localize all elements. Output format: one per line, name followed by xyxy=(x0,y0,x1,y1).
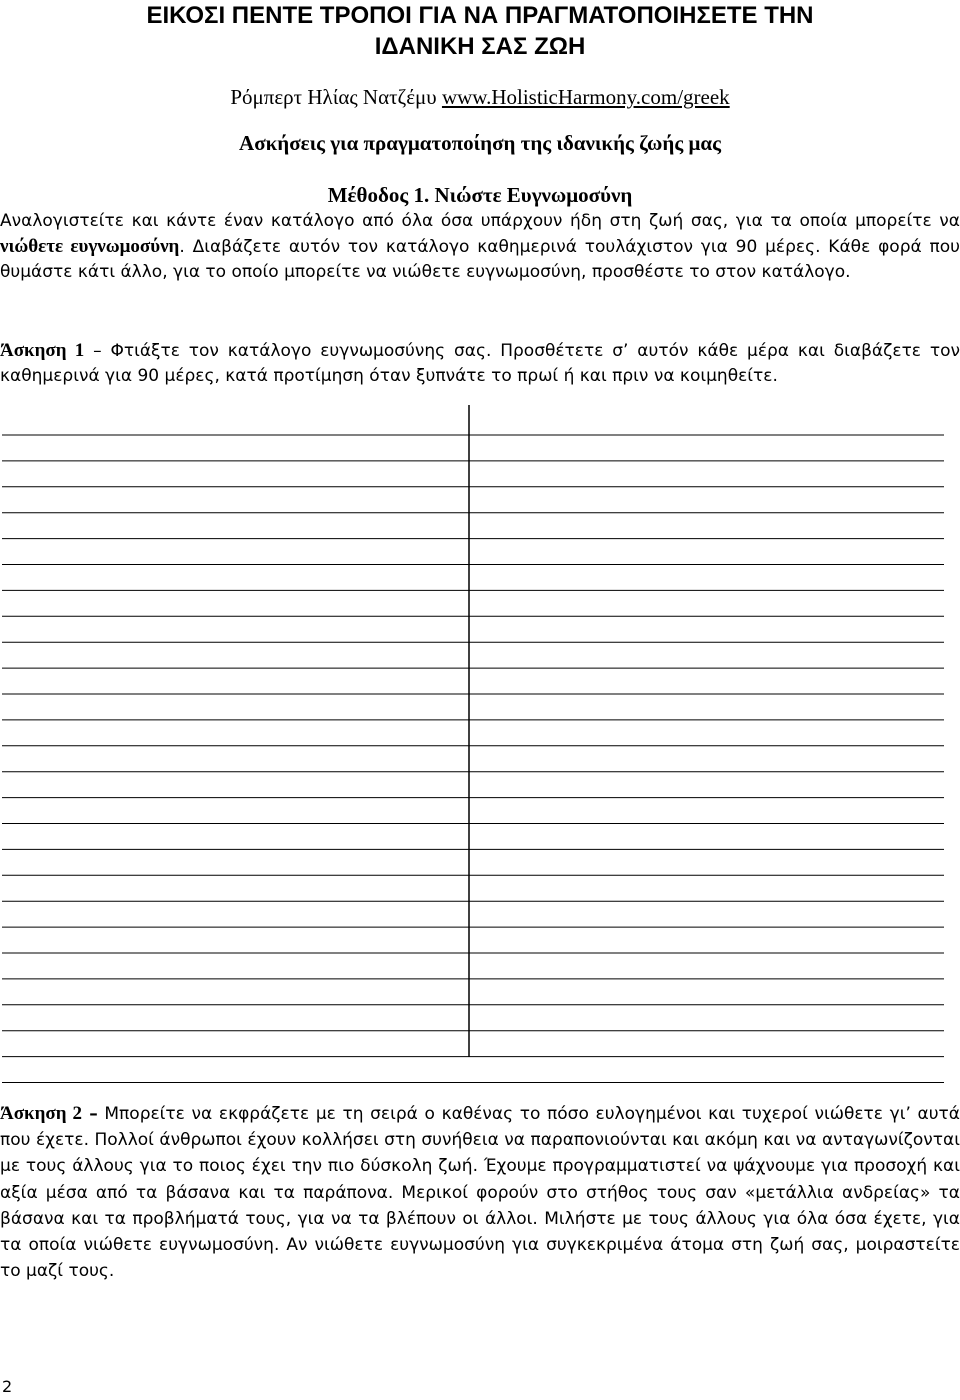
author-name: Ρόμπερτ Ηλίας Νατζέμυ xyxy=(230,85,437,109)
exercise-2-text: Μπορείτε να εκφράζετε με τη σειρά ο καθένας το πόσο ευλογημένοι και τυχεροί νιώθετε γι’ αυτά που έχετε. Πολλοί άνθρωποι έχουν κολλήσει στη συνήθεια να παραπονιούνται και ακόμη και να ανταγωνίζονται με τους άλλους για το ποιος έχει την πιο δύσκολη ζωή. Έχουμε προγραμματιστεί να ψάχνουμε για προσοχή και αξία μέσα από τα βάσανα και τα παράπονα. Μερικοί φορούν στο στήθος τους σαν «μετάλλια ανδρείας» τα βάσανα και τα προβλήματά τους, για να τα βλέπουν οι άλλοι. Μιλήστε με τους άλλους για όλα όσα έχετε, για τα οποία νιώθετε ευγνωμοσύνη. Αν νιώθετε ευγνωμοσύνη για συγκεκριμένα άτομα στη ζωή σας, μοιραστείτε το μαζί τους. xyxy=(0,1104,960,1282)
page-number: 2 xyxy=(2,1377,13,1396)
exercise-2 xyxy=(0,1101,960,1284)
title-line-1: ΕΙΚΟΣΙ ΠΕΝΤΕ ΤΡΟΠΟΙ ΓΙΑ ΝΑ ΠΡΑΓΜΑΤΟΠΟΙΗΣΕΤΕ ΤΗΝ xyxy=(146,2,814,29)
exercise-2-label: Άσκηση 2 xyxy=(0,1103,83,1124)
method-description xyxy=(0,209,960,285)
method-text-b: . Διαβάζετε αυτόν τον κατάλογο καθημερινά τουλάχιστον για 90 μέρες. Κάθε φορά που θυμάστε κάτι άλλο, για το οποίο μπορείτε να νιώθετε ευγνωμοσύνη, προσθέστε το στον κατάλογο. xyxy=(0,237,960,282)
exercise-2-dash: – xyxy=(82,1104,98,1124)
writing-area[interactable] xyxy=(0,405,960,1085)
document-subtitle: Ασκήσεις για πραγματοποίηση της ιδανικής ζωής μας xyxy=(239,131,721,155)
method-heading: Μέθοδος 1. Νιώστε Ευγνωμοσύνη xyxy=(327,183,633,207)
website-link[interactable]: www.HolisticHarmony.com/greek xyxy=(441,85,730,109)
title-line-2: ΙΔΑΝΙΚΗ ΣΑΣ ΖΩΗ xyxy=(374,33,586,60)
exercise-1 xyxy=(0,338,960,389)
method-text-bold: νιώθετε ευγνωμοσύνη xyxy=(0,236,180,257)
writing-lines xyxy=(0,405,960,1085)
byline xyxy=(0,84,960,110)
method-text-a: Αναλογιστείτε και κάντε έναν κατάλογο από όλα όσα υπάρχουν ήδη στη ζωή σας, για τα οποία μπορείτε να xyxy=(0,211,960,231)
exercise-1-text: – Φτιάξτε τον κατάλογο ευγνωμοσύνης σας. Προσθέτετε σ’ αυτόν κάθε μέρα και διαβάζετε τον καθημερινά για 90 μέρες, κατά προτίμηση όταν ξυπνάτε το πρωί ή και πριν να κοιμηθείτε. xyxy=(0,341,960,386)
exercise-1-label: Άσκηση 1 xyxy=(0,340,85,361)
document-title xyxy=(0,0,960,62)
